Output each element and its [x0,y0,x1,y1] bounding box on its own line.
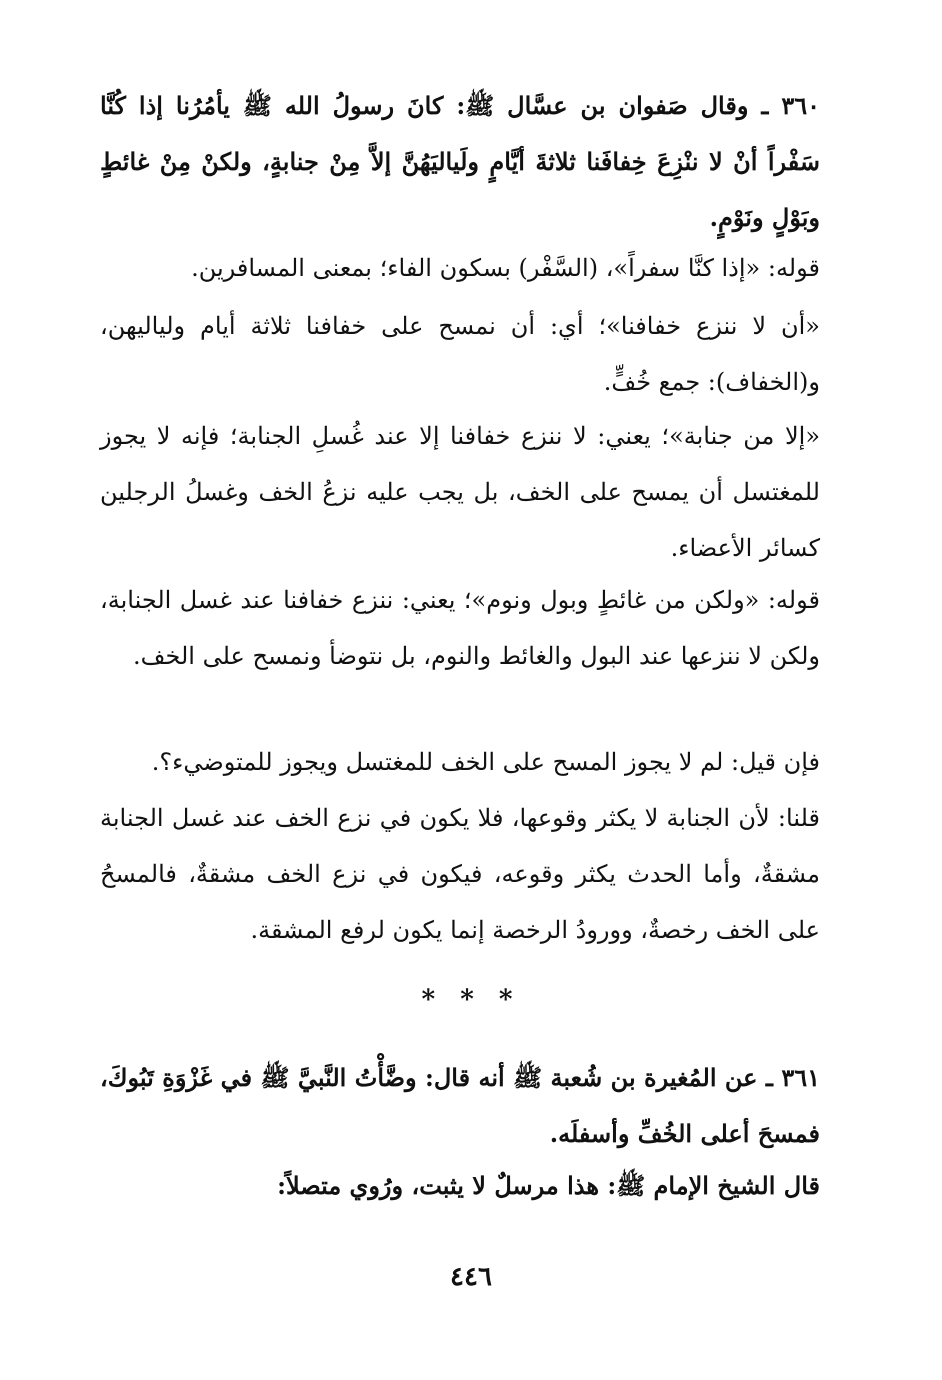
answer-paragraph: قلنا: لأن الجنابة لا يكثر وقوعها، فلا يكون في نزع الخف عند غسل الجنابة مشقةٌ، وأما الحدث يكثر وقوعه، فيكون في نزع الخف مشقةٌ، فالمسحُ على الخف رخصةٌ، وورودُ الرخصة إنما يكون لرفع المشقة. [100,804,820,944]
explanation-paragraph-2: «أن لا ننزع خفافنا»؛ أي: أن نمسح على خفافنا ثلاثة أيام ولياليهن، و(الخفاف): جمع خُفٍّ. [100,312,820,396]
hadith-361: ٣٦١ ـ عن المُغيرة بن شُعبة ﷺ أنه قال: وضَّأْتُ النَّبيَّ ﷺ في غَزْوَةِ تَبُوكَ، فمسحَ أعلى الخُفِّ وأسفلَه. [100,1063,820,1148]
section-separator: * * * [421,985,521,1015]
page-number: ٤٤٦ [450,1262,492,1292]
question-paragraph: فإن قيل: لم لا يجوز المسح على الخف للمغتسل ويجوز للمتوضيء؟. [151,748,820,776]
explanation-paragraph-4: قوله: «ولكن من غائطٍ وبول ونوم»؛ يعني: ننزع خفافنا عند غسل الجنابة، ولكن لا ننزعها عند البول والغائط والنوم، بل نتوضأ ونمسح على الخف. [100,586,820,670]
explanation-paragraph-3: «إلا من جنابة»؛ يعني: لا ننزع خفافنا إلا عند غُسلِ الجنابة؛ فإنه لا يجوز للمغتسل أن يمسح على الخف، بل يجب عليه نزعُ الخف وغسلُ الرجلين كسائر الأعضاء. [100,422,821,562]
imam-note: قال الشيخ الإمام ﷺ: هذا مرسلٌ لا يثبت، ورُوي متصلاً: [277,1171,820,1200]
explanation-paragraph-1: قوله: «إذا كنَّا سفراً»، (السَّفْر) بسكون الفاء؛ بمعنى المسافرين. [191,254,820,282]
hadith-360: ٣٦٠ ـ وقال صَفوان بن عسَّال ﷺ: كانَ رسولُ الله ﷺ يأمُرُنا إذا كُنَّا سَفْراً أنْ لا ننْزِعَ خِفافَنا ثلاثةَ أيَّامٍ ولَياليَهُنَّ إلاَّ مِنْ جنابةٍ، ولكنْ مِنْ غائطٍ وبَوْلٍ ونَوْمٍ. [100,91,820,232]
